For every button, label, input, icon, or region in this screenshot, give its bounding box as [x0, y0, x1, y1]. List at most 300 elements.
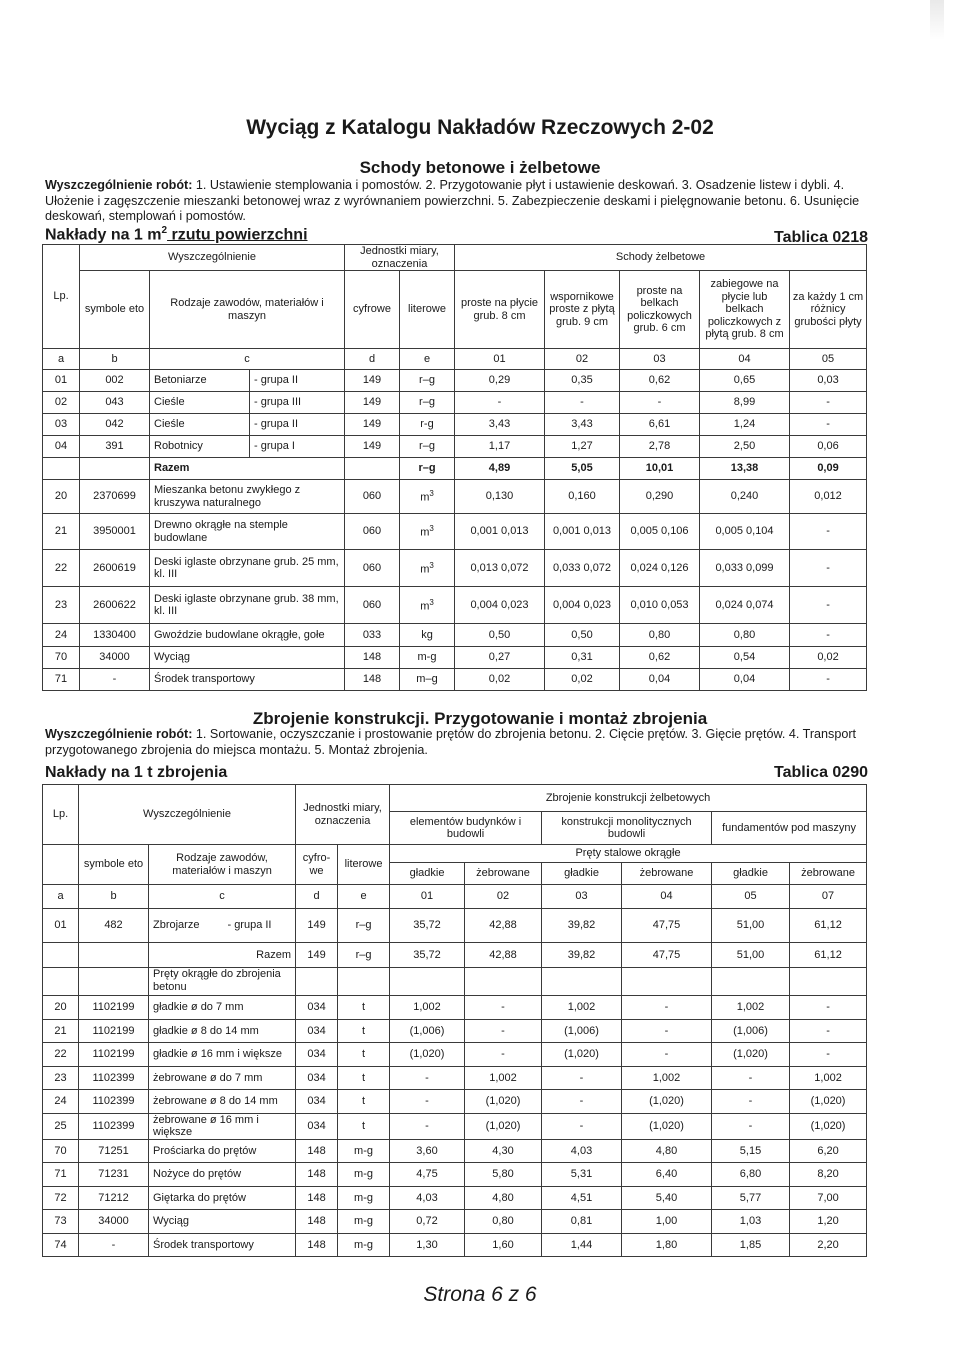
- lp-cell: [43, 458, 80, 480]
- value-cell: 1,24: [700, 414, 790, 436]
- value-cell: [465, 968, 542, 996]
- symbol-cell: 71212: [79, 1186, 149, 1210]
- group-cell: - grupa I: [250, 436, 345, 458]
- lp-cell: [43, 943, 79, 968]
- cyfrowe-cell: 034: [296, 1090, 338, 1114]
- page-footer: Strona 6 z 6: [423, 1283, 537, 1306]
- value-cell: (1,006): [712, 1019, 790, 1043]
- index-cell: c: [150, 349, 345, 370]
- literowe-cell: t: [338, 1090, 390, 1114]
- value-cell: 0,65: [700, 370, 790, 392]
- symbol-cell: 1102399: [79, 1066, 149, 1090]
- index-cell: e: [338, 885, 390, 909]
- literowe-cell: [338, 968, 390, 996]
- value-cell: 0,09: [790, 458, 867, 480]
- index-cell: d: [296, 885, 338, 909]
- lp-cell: 25: [43, 1113, 79, 1139]
- index-cell: 01: [455, 349, 545, 370]
- table-row: [43, 996, 867, 1020]
- symbol-cell: 1102199: [79, 1043, 149, 1067]
- value-cell: 0,62: [620, 370, 700, 392]
- header-col02: wspornikowe proste z płytą grub. 9 cm: [545, 271, 620, 349]
- value-cell: (1,020): [622, 1113, 712, 1139]
- symbol-cell: 2600619: [80, 550, 150, 587]
- name-cell: Nożyce do prętów: [149, 1163, 296, 1187]
- value-cell: -: [465, 1019, 542, 1043]
- value-cell: (1,020): [622, 1090, 712, 1114]
- index-cell: a: [43, 885, 79, 909]
- value-cell: 4,75: [390, 1163, 465, 1187]
- symbol-cell: -: [80, 669, 150, 691]
- lp-cell: [43, 968, 79, 996]
- symbol-cell: [79, 968, 149, 996]
- lp-cell: 23: [43, 587, 80, 624]
- lp-cell: 21: [43, 1019, 79, 1043]
- lp-cell: 01: [43, 370, 80, 392]
- value-cell: 42,88: [465, 909, 542, 943]
- value-cell: -: [712, 1090, 790, 1114]
- index-cell: 02: [465, 885, 542, 909]
- value-cell: 35,72: [390, 909, 465, 943]
- cyfrowe-cell: 148: [296, 1163, 338, 1187]
- value-cell: 1,002: [712, 996, 790, 1020]
- value-cell: 1,20: [790, 1210, 867, 1234]
- value-cell: 10,01: [620, 458, 700, 480]
- value-cell: 0,06: [790, 436, 867, 458]
- cyfrowe-cell: 060: [345, 480, 400, 514]
- value-cell: 4,03: [390, 1186, 465, 1210]
- value-cell: 0,31: [545, 647, 620, 669]
- value-cell: -: [790, 550, 867, 587]
- name-cell: gładkie ø 8 do 14 mm: [149, 1019, 296, 1043]
- table-row: [43, 1139, 867, 1163]
- table-row: [43, 909, 867, 943]
- value-cell: 1,85: [712, 1233, 790, 1257]
- symbol-cell: 71231: [79, 1163, 149, 1187]
- value-cell: -: [465, 996, 542, 1020]
- value-cell: -: [465, 1043, 542, 1067]
- cyfrowe-cell: 149: [345, 370, 400, 392]
- value-cell: 39,82: [542, 909, 622, 943]
- header-wyszczegolnienie: Wyszczególnienie: [80, 245, 345, 271]
- header-col05: za każdy 1 cm różnicy grubości płyty: [790, 271, 867, 349]
- symbol-cell: 391: [80, 436, 150, 458]
- literowe-cell: r–g: [400, 436, 455, 458]
- header-col03: proste na belkach policzkowych grub. 6 cm: [620, 271, 700, 349]
- index-cell: 01: [390, 885, 465, 909]
- symbol-cell: 2370699: [80, 480, 150, 514]
- name-cell: Mieszanka betonu zwykłego z kruszywa naturalnego: [150, 480, 345, 514]
- value-cell: (1,006): [390, 1019, 465, 1043]
- value-cell: -: [712, 1066, 790, 1090]
- header-zbrojenie: Zbrojenie konstrukcji żelbetowych: [390, 785, 867, 812]
- table-row: [43, 392, 867, 414]
- cyfrowe-cell: 149: [345, 436, 400, 458]
- symbol-cell: 043: [80, 392, 150, 414]
- literowe-cell: t: [338, 1043, 390, 1067]
- cyfrowe-cell: 034: [296, 1066, 338, 1090]
- value-cell: 0,04: [620, 669, 700, 691]
- table-row: [43, 1186, 867, 1210]
- value-cell: 4,51: [542, 1186, 622, 1210]
- header-symbole: symbole eto: [79, 845, 149, 885]
- value-cell: 1,002: [542, 996, 622, 1020]
- value-cell: [790, 968, 867, 996]
- table-row: [43, 624, 867, 647]
- value-cell: 0,29: [455, 370, 545, 392]
- value-cell: 0,27: [455, 647, 545, 669]
- index-cell: 04: [622, 885, 712, 909]
- symbol-cell: 042: [80, 414, 150, 436]
- value-cell: 0,013 0,072: [455, 550, 545, 587]
- value-cell: -: [790, 1019, 867, 1043]
- value-cell: (1,006): [542, 1019, 622, 1043]
- value-cell: (1,020): [465, 1090, 542, 1114]
- value-cell: 4,03: [542, 1139, 622, 1163]
- value-cell: 8,20: [790, 1163, 867, 1187]
- header-symbole: symbole eto: [80, 271, 150, 349]
- lp-cell: 24: [43, 1090, 79, 1114]
- name-cell: Prościarka do prętów: [149, 1139, 296, 1163]
- value-cell: -: [790, 669, 867, 691]
- symbol-cell: 1330400: [80, 624, 150, 647]
- value-cell: 5,40: [622, 1186, 712, 1210]
- header-jednostki: Jednostki miary, oznaczenia: [345, 245, 455, 271]
- symbol-cell: 002: [80, 370, 150, 392]
- cyfrowe-cell: 149: [296, 943, 338, 968]
- value-cell: 13,38: [700, 458, 790, 480]
- table-row: [43, 1019, 867, 1043]
- literowe-cell: $m^3$: [400, 550, 455, 587]
- literowe-cell: m-g: [338, 1139, 390, 1163]
- value-cell: 0,54: [700, 647, 790, 669]
- cyfrowe-cell: 034: [296, 996, 338, 1020]
- value-cell: (1,020): [790, 1113, 867, 1139]
- value-cell: 0,004 0,023: [545, 587, 620, 624]
- cyfrowe-cell: 148: [296, 1210, 338, 1234]
- name-cell: żebrowane ø 8 do 14 mm: [149, 1090, 296, 1114]
- value-cell: 1,002: [465, 1066, 542, 1090]
- value-cell: 39,82: [542, 943, 622, 968]
- cyfrowe-cell: 148: [345, 669, 400, 691]
- value-cell: 3,43: [545, 414, 620, 436]
- header-rodzaje: Rodzaje zawodów, materiałów i maszyn: [150, 271, 345, 349]
- value-cell: -: [622, 1043, 712, 1067]
- literowe-cell: r–g: [400, 458, 455, 480]
- value-cell: 0,033 0,072: [545, 550, 620, 587]
- literowe-cell: kg: [400, 624, 455, 647]
- table-row: [43, 1113, 867, 1139]
- symbol-cell: 1102399: [79, 1113, 149, 1139]
- value-cell: [622, 968, 712, 996]
- value-cell: 1,30: [390, 1233, 465, 1257]
- value-cell: 0,80: [620, 624, 700, 647]
- value-cell: 0,81: [542, 1210, 622, 1234]
- value-cell: (1,020): [790, 1090, 867, 1114]
- index-cell: d: [345, 349, 400, 370]
- document-title: Wyciąg z Katalogu Nakładów Rzeczowych 2-02: [246, 116, 714, 139]
- cyfrowe-cell: 148: [296, 1186, 338, 1210]
- name-cell: Drewno okrągłe na stemple budowlane: [150, 514, 345, 550]
- value-cell: 0,004 0,023: [455, 587, 545, 624]
- name-cell: Wyciąg: [150, 647, 345, 669]
- table-row: [43, 514, 867, 550]
- header-zebrowane: żebrowane: [622, 863, 712, 885]
- value-cell: 0,012: [790, 480, 867, 514]
- section1-tablica: Tablica 0218: [774, 229, 868, 246]
- value-cell: 0,001 0,013: [545, 514, 620, 550]
- table-row: [43, 1233, 867, 1257]
- value-cell: 0,005 0,104: [700, 514, 790, 550]
- cyfrowe-cell: 149: [345, 414, 400, 436]
- table-row: [43, 370, 867, 392]
- symbol-cell: 1102199: [79, 1019, 149, 1043]
- lp-cell: 01: [43, 909, 79, 943]
- cyfrowe-cell: 034: [296, 1043, 338, 1067]
- index-cell: e: [400, 349, 455, 370]
- value-cell: 3,60: [390, 1139, 465, 1163]
- value-cell: 0,72: [390, 1210, 465, 1234]
- symbol-cell: 34000: [80, 647, 150, 669]
- literowe-cell: r–g: [400, 370, 455, 392]
- literowe-cell: m–g: [400, 669, 455, 691]
- value-cell: 0,80: [700, 624, 790, 647]
- section1-title: Schody betonowe i żelbetowe: [359, 158, 601, 177]
- literowe-cell: t: [338, 1019, 390, 1043]
- symbol-cell: 1102399: [79, 1090, 149, 1114]
- value-cell: -: [542, 1066, 622, 1090]
- symbol-cell: 482: [79, 909, 149, 943]
- value-cell: 0,02: [790, 647, 867, 669]
- cyfrowe-cell: 148: [345, 647, 400, 669]
- section2-description: Wyszczególnienie robót: 1. Sortowanie, oczyszczanie i prostowanie prętów do zbrojenia betonu. 2. Cięcie prętów. 3. Gięcie prętów. 4. Transport przygotowanego zbrojenia do miejsca montażu. 5. Montaż zbrojenia.: [45, 727, 857, 757]
- value-cell: [390, 968, 465, 996]
- literowe-cell: r-g: [400, 414, 455, 436]
- value-cell: 3,43: [455, 414, 545, 436]
- index-row: [43, 885, 867, 909]
- section1-description: Wyszczególnienie robót: 1. Ustawienie stemplowania i pomostów. 2. Przygotowanie płyt i ustawienie deskowań. 3. Osadzenie listew i dybli. 4. Ułożenie i zagęszczenie mieszanki betonowej wraz z wyrównaniem powierzchni. 5. Zabezpieczenie deskami i pielęgnowanie betonu. 6. Usunięcie deskowań, stemplowań i pomostów.: [45, 178, 860, 223]
- lp-cell: 22: [43, 1043, 79, 1067]
- header-cyfrowe: cyfrowe: [345, 271, 400, 349]
- literowe-cell: t: [338, 1113, 390, 1139]
- name-cell: Zbrojarze - grupa II: [149, 909, 296, 943]
- literowe-cell: r–g: [338, 909, 390, 943]
- cyfrowe-cell: 034: [296, 1113, 338, 1139]
- table-0290: [42, 784, 867, 1257]
- header-rodzaje: Rodzaje zawodów, materiałów i maszyn: [149, 845, 296, 885]
- value-cell: 0,024 0,074: [700, 587, 790, 624]
- header-schody: Schody żelbetowe: [455, 245, 867, 271]
- value-cell: 61,12: [790, 909, 867, 943]
- value-cell: 42,88: [465, 943, 542, 968]
- symbol-cell: 3950001: [80, 514, 150, 550]
- value-cell: 47,75: [622, 909, 712, 943]
- index-cell: b: [80, 349, 150, 370]
- index-cell: b: [79, 885, 149, 909]
- value-cell: -: [790, 1043, 867, 1067]
- table-row: [43, 1043, 867, 1067]
- razem-row: [43, 458, 867, 480]
- table-row: [43, 480, 867, 514]
- name-cell: Cieśle: [150, 392, 250, 414]
- index-cell: 05: [712, 885, 790, 909]
- name-cell: Gwoździe budowlane okrągłe, gołe: [150, 624, 345, 647]
- lp-cell: 20: [43, 996, 79, 1020]
- lp-cell: 74: [43, 1233, 79, 1257]
- value-cell: 0,80: [465, 1210, 542, 1234]
- cyfrowe-cell: 060: [345, 587, 400, 624]
- symbol-cell: 2600622: [80, 587, 150, 624]
- lp-cell: 71: [43, 669, 80, 691]
- razem-label: Razem: [150, 458, 345, 480]
- table-row: [43, 968, 867, 996]
- name-cell: Wyciąg: [149, 1210, 296, 1234]
- name-cell: Środek transportowy: [149, 1233, 296, 1257]
- value-cell: (1,020): [542, 1043, 622, 1067]
- value-cell: 0,010 0,053: [620, 587, 700, 624]
- index-row: [43, 349, 867, 370]
- value-cell: 4,80: [622, 1139, 712, 1163]
- value-cell: 1,002: [622, 1066, 712, 1090]
- value-cell: 5,77: [712, 1186, 790, 1210]
- index-cell: 04: [700, 349, 790, 370]
- value-cell: 0,35: [545, 370, 620, 392]
- value-cell: -: [455, 392, 545, 414]
- table-row: [43, 1210, 867, 1234]
- name-cell: Deski iglaste obrzynane grub. 25 mm, kl. III: [150, 550, 345, 587]
- value-cell: 4,80: [465, 1186, 542, 1210]
- value-cell: 0,04: [700, 669, 790, 691]
- lp-cell: 21: [43, 514, 80, 550]
- value-cell: 1,27: [545, 436, 620, 458]
- table-row: [43, 550, 867, 587]
- value-cell: 2,20: [790, 1233, 867, 1257]
- literowe-cell: r–g: [400, 392, 455, 414]
- value-cell: (1,020): [712, 1043, 790, 1067]
- value-cell: -: [790, 414, 867, 436]
- lp-cell: 02: [43, 392, 80, 414]
- lp-cell: 22: [43, 550, 80, 587]
- table-row: [43, 1163, 867, 1187]
- header-gladkie: gładkie: [390, 863, 465, 885]
- value-cell: 5,05: [545, 458, 620, 480]
- header-col04: zabiegowe na płycie lub belkach policzkowych z płytą grub. 8 cm: [700, 271, 790, 349]
- value-cell: 61,12: [790, 943, 867, 968]
- symbol-cell: 1102199: [79, 996, 149, 1020]
- lp-cell: 72: [43, 1186, 79, 1210]
- value-cell: 0,62: [620, 647, 700, 669]
- group-cell: - grupa III: [250, 392, 345, 414]
- literowe-cell: $m^3$: [400, 514, 455, 550]
- value-cell: 1,17: [455, 436, 545, 458]
- value-cell: 6,20: [790, 1139, 867, 1163]
- table-row: [43, 436, 867, 458]
- cyfrowe-cell: 148: [296, 1233, 338, 1257]
- cyfrowe-cell: 149: [345, 392, 400, 414]
- literowe-cell: $m^3$: [400, 480, 455, 514]
- lp-cell: 71: [43, 1163, 79, 1187]
- value-cell: 1,03: [712, 1210, 790, 1234]
- header-konstrukcji: konstrukcji monolitycznych budowli: [542, 812, 712, 845]
- lp-cell: 03: [43, 414, 80, 436]
- index-cell: 03: [620, 349, 700, 370]
- razem-label: Razem: [149, 943, 296, 968]
- symbol-cell: -: [79, 1233, 149, 1257]
- literowe-cell: m-g: [338, 1163, 390, 1187]
- literowe-cell: t: [338, 996, 390, 1020]
- index-cell: 07: [790, 885, 867, 909]
- header-literowe: literowe: [338, 845, 390, 885]
- razem-row: [43, 943, 867, 968]
- cyfrowe-cell: 034: [296, 1019, 338, 1043]
- value-cell: 5,15: [712, 1139, 790, 1163]
- value-cell: (1,020): [465, 1113, 542, 1139]
- value-cell: 6,61: [620, 414, 700, 436]
- header-fundamentow: fundamentów pod maszyny: [712, 812, 867, 845]
- value-cell: 47,75: [622, 943, 712, 968]
- value-cell: 0,005 0,106: [620, 514, 700, 550]
- table-row: [43, 647, 867, 669]
- value-cell: 7,00: [790, 1186, 867, 1210]
- index-cell: 02: [545, 349, 620, 370]
- value-cell: -: [790, 996, 867, 1020]
- table-row: [43, 587, 867, 624]
- value-cell: [542, 968, 622, 996]
- literowe-cell: r–g: [338, 943, 390, 968]
- header-prety: Pręty stalowe okrągłe: [390, 845, 867, 863]
- header-elementow: elementów budynków i budowli: [390, 812, 542, 845]
- name-cell: Deski iglaste obrzynane grub. 38 mm, kl. III: [150, 587, 345, 624]
- table-row: [43, 1090, 867, 1114]
- cyfrowe-cell: 060: [345, 514, 400, 550]
- value-cell: -: [622, 996, 712, 1020]
- literowe-cell: $m^3$: [400, 587, 455, 624]
- group-cell: - grupa II: [250, 370, 345, 392]
- value-cell: -: [390, 1066, 465, 1090]
- header-jednostki: Jednostki miary, oznaczenia: [296, 785, 390, 845]
- symbol-cell: [79, 943, 149, 968]
- value-cell: -: [790, 514, 867, 550]
- literowe-cell: m-g: [400, 647, 455, 669]
- value-cell: 35,72: [390, 943, 465, 968]
- cyfrowe-cell: 148: [296, 1139, 338, 1163]
- value-cell: 0,03: [790, 370, 867, 392]
- value-cell: 0,50: [455, 624, 545, 647]
- group-cell: - grupa II: [250, 414, 345, 436]
- symbol-cell: 34000: [79, 1210, 149, 1234]
- name-cell: żebrowane ø do 7 mm: [149, 1066, 296, 1090]
- header-wyszczegolnienie: Wyszczególnienie: [79, 785, 296, 845]
- lp-cell: 04: [43, 436, 80, 458]
- cyfrowe-cell: 033: [345, 624, 400, 647]
- value-cell: -: [390, 1113, 465, 1139]
- index-cell: 03: [542, 885, 622, 909]
- value-cell: 0,160: [545, 480, 620, 514]
- value-cell: -: [712, 1113, 790, 1139]
- section2-naklady: Nakłady na 1 t zbrojenia: [45, 764, 228, 781]
- index-cell: a: [43, 349, 80, 370]
- value-cell: 4,30: [465, 1139, 542, 1163]
- value-cell: 4,89: [455, 458, 545, 480]
- table-row: [43, 1066, 867, 1090]
- value-cell: 1,002: [790, 1066, 867, 1090]
- name-cell: żebrowane ø 16 mm i większe: [149, 1113, 296, 1139]
- value-cell: (1,020): [390, 1043, 465, 1067]
- value-cell: 2,78: [620, 436, 700, 458]
- value-cell: 1,44: [542, 1233, 622, 1257]
- value-cell: 0,02: [545, 669, 620, 691]
- value-cell: [712, 968, 790, 996]
